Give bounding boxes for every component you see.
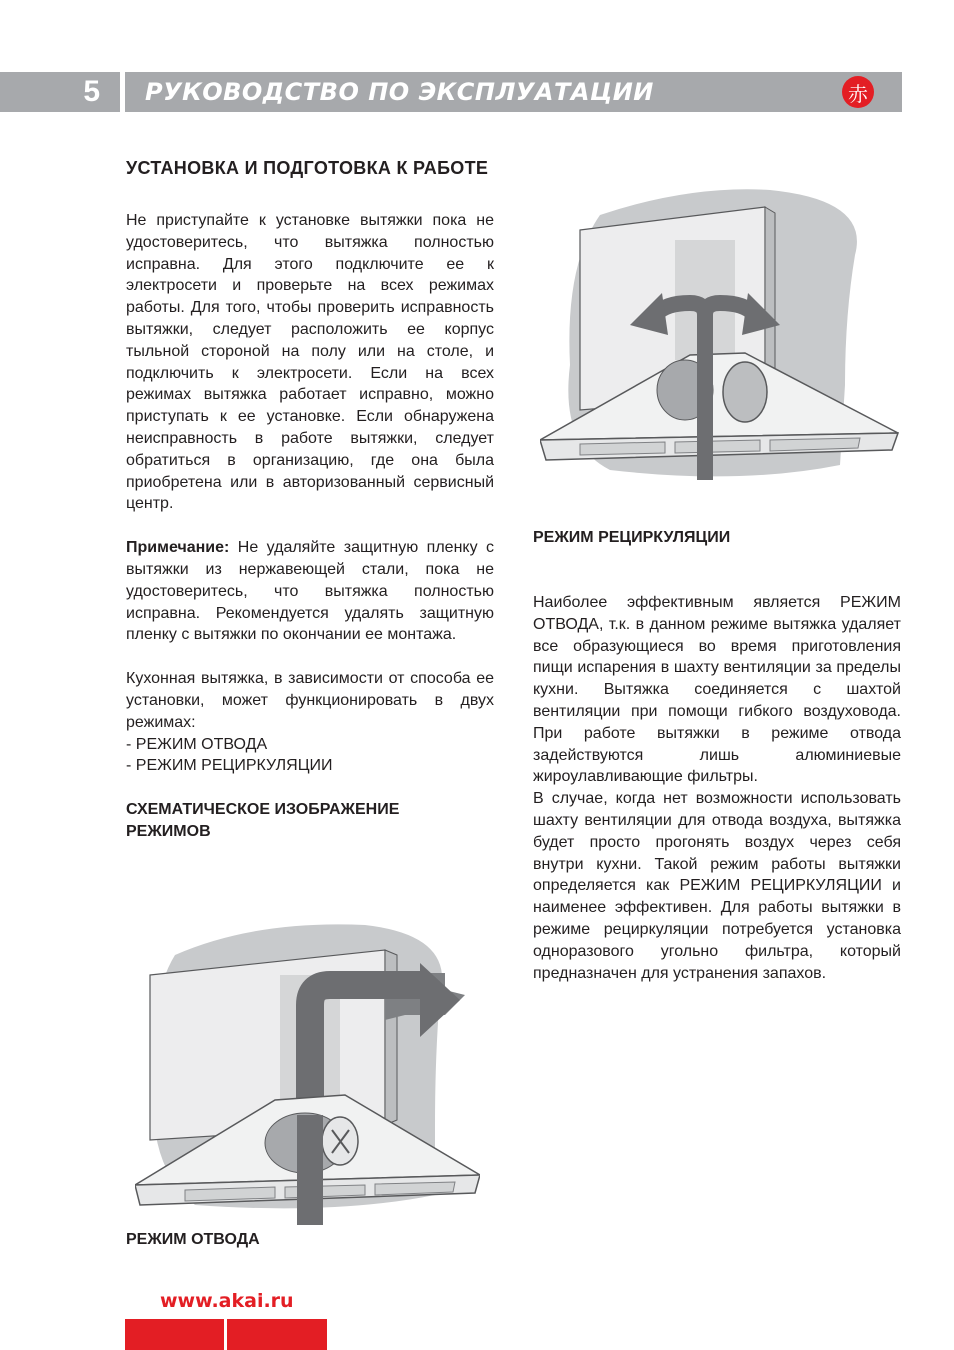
footer-bar-right xyxy=(227,1319,327,1350)
mode-item-exhaust: - РЕЖИМ ОТВОДА xyxy=(126,735,268,753)
schema-heading: СХЕМАТИЧЕСКОЕ ИЗОБРАЖЕНИЕ РЕЖИМОВ xyxy=(126,801,400,841)
left-column xyxy=(126,156,494,843)
page-number: 5 xyxy=(0,72,120,112)
note-label: Примечание: xyxy=(126,539,230,557)
modes-intro: Кухонная вытяжка, в зависимости от способа ее установки, может функционировать в двух режимах: xyxy=(126,670,494,731)
right-column xyxy=(533,592,901,984)
header-bar xyxy=(125,72,902,112)
recirculation-mode-paragraph: В случае, когда нет возможности использовать шахту вентиляции для отвода воздуха, вытяжка будет просто прогонять воздух через себя внутри кухни. Такой режим работы вытяжки определяется как РЕЖИМ РЕЦИРКУЛЯЦИИ и наименее эффективен. Для работы вытяжки в режиме рециркуляции потребуется установка одноразового угольно фильтра, который предназначен для устранения запахов. xyxy=(533,790,901,982)
section-heading: УСТАНОВКА И ПОДГОТОВКА К РАБОТЕ xyxy=(126,158,489,178)
note-paragraph xyxy=(126,537,494,646)
exhaust-mode-paragraph: Наиболее эффективным является РЕЖИМ ОТВОДА, т.к. в данном режиме вытяжка удаляет все образующиеся во время приготовления пищи испарения в шахту вентиляции за пределы кухни. Вытяжка соединяется с шахтой вентиляции при помощи гибкого воздуховода. При работе вытяжки в режиме отвода задействуются лишь алюминиевые жироулавливающие фильтры. xyxy=(533,594,901,786)
mode-item-recirculation: - РЕЖИМ РЕЦИРКУЛЯЦИИ xyxy=(126,757,333,775)
brand-seal-logo: 赤 xyxy=(842,76,874,108)
recirculation-mode-caption: РЕЖИМ РЕЦИРКУЛЯЦИИ xyxy=(533,529,731,546)
recirculation-mode-illustration xyxy=(540,185,900,485)
page-title: РУКОВОДСТВО ПО ЭКСПЛУАТАЦИИ xyxy=(145,78,654,106)
exhaust-mode-illustration xyxy=(135,915,480,1225)
note-text: Не удаляйте защитную пленку с вытяжки из нержавеющей стали, пока не удостоверитесь, что вытяжка полностью исправна. Рекомендуется удалять защитную пленку с вытяжки по окончании ее монтажа. xyxy=(126,539,494,644)
intro-paragraph: Не приступайте к установке вытяжки пока не удостоверитесь, что вытяжка полностью исправна. Для этого подключите ее к электросети и проверьте на всех режимах работы. Для того, чтобы проверить исправность вытяжки, следует расположить ее корпус тыльной стороной на полу или на столе, и подключить к электросети. Если на всех режимах вытяжка работает исправно, можно приступать к ее установке. Если обнаружена неисправность в работе вытяжки, следует обратиться в организацию, где она была приобретена или в авторизованный сервисный центр. xyxy=(126,212,494,513)
footer-bar-left xyxy=(125,1319,224,1350)
website-link[interactable]: www.akai.ru xyxy=(160,1290,294,1312)
exhaust-mode-caption: РЕЖИМ ОТВОДА xyxy=(126,1231,260,1248)
